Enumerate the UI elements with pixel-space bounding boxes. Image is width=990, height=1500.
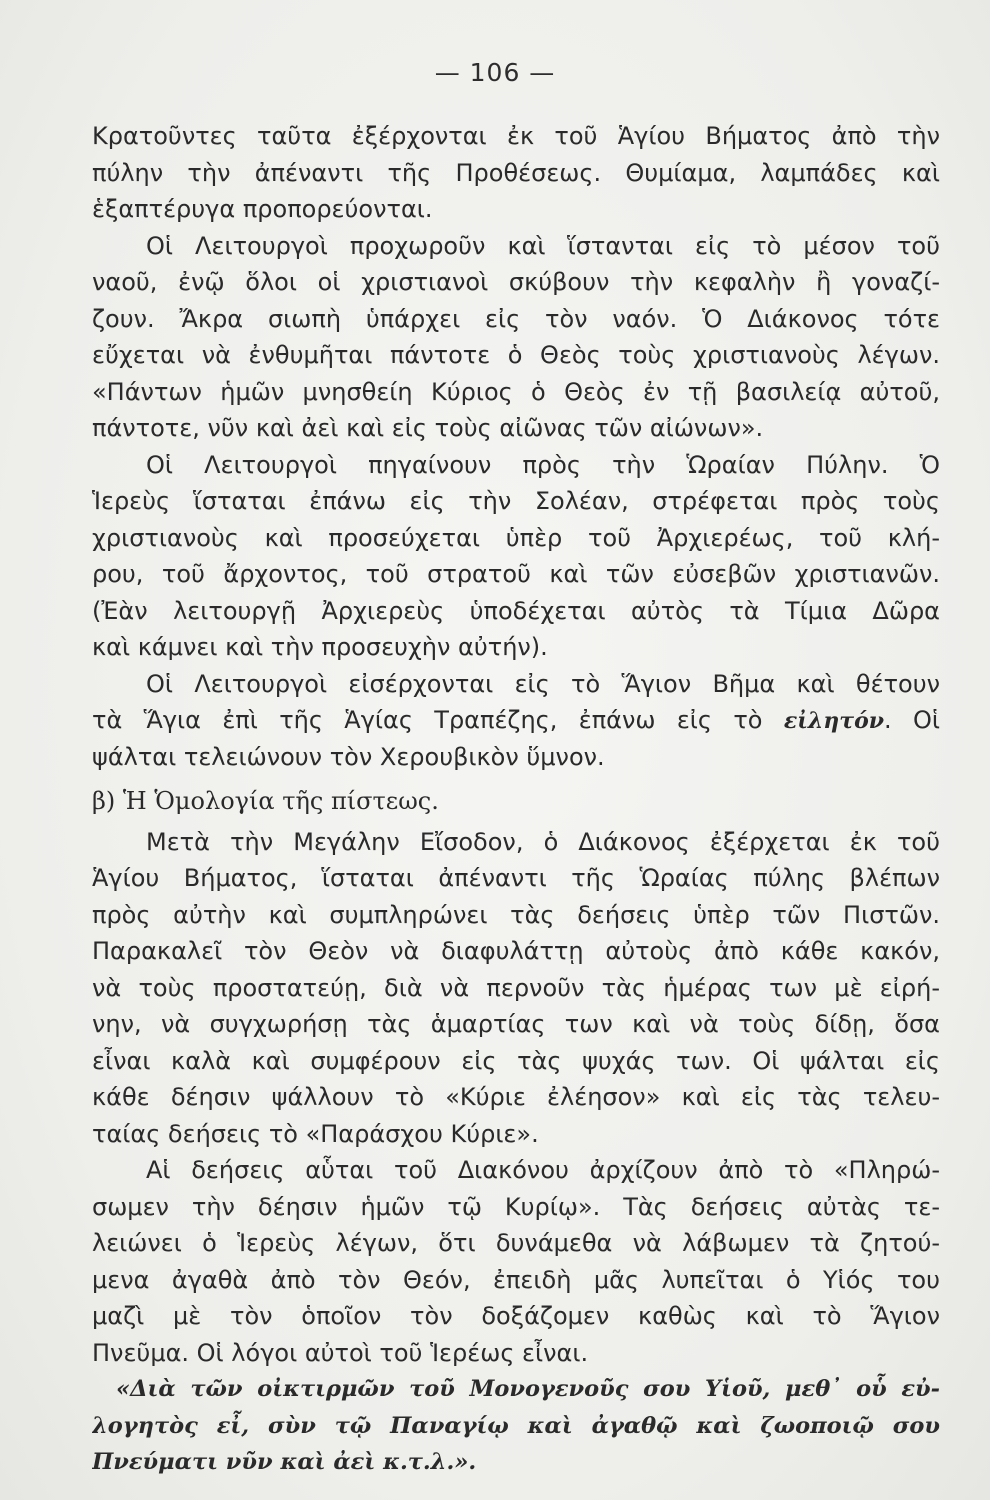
text-fragment: . Οἱ — [884, 706, 940, 734]
quotation-line: λογητὸς εἶ, σὺν τῷ Παναγίῳ καὶ ἀγαθῷ καὶ ζωοποιῷ σου — [92, 1412, 940, 1439]
text-line: μενα ἀγαθὰ ἀπὸ τὸν Θεόν, ἐπειδὴ μᾶς λυπεῖται ὁ Υἱός του — [92, 1265, 940, 1294]
text-line: ρου, τοῦ ἄρχοντος, τοῦ στρατοῦ καὶ τῶν εὐσεβῶν χριστιανῶν. — [92, 560, 940, 588]
text-fragment: τὰ Ἅγια ἐπὶ τῆς Ἁγίας Τραπέζης, ἐπάνω εἰς τὸ — [92, 706, 784, 734]
quotation-line: Πνεύματι νῦν καὶ ἀεὶ κ.τ.λ.». — [92, 1449, 477, 1475]
text-line: Κρατοῦντες ταῦτα ἐξέρχονται ἐκ τοῦ Ἁγίου Βήματος ἀπὸ τὴν — [92, 122, 940, 150]
text-line — [92, 702, 940, 739]
paragraph — [92, 824, 940, 1153]
text-line: Οἱ Λειτουργοὶ εἰσέρχονται εἰς τὸ Ἅγιον Βῆμα καὶ θέτουν — [146, 669, 940, 698]
paragraph — [92, 447, 940, 666]
text-line: Οἱ Λειτουργοὶ πηγαίνουν πρὸς τὴν Ὡραίαν Πύλην. Ὁ — [146, 450, 940, 479]
paragraph — [92, 666, 940, 776]
text-line: πύλην τὴν ἀπέναντι τῆς Προθέσεως. Θυμίαμα, λαμπάδες καὶ — [92, 158, 940, 187]
text-line: ναοῦ, ἐνῷ ὅλοι οἱ χριστιανοὶ σκύβουν τὴν κεφαλὴν ἢ γοναζί- — [92, 268, 940, 296]
text-line: «Πάντων ἡμῶν μνησθείη Κύριος ὁ Θεὸς ἐν τῇ βασιλείᾳ αὐτοῦ, — [92, 377, 940, 406]
text-line: εἶναι καλὰ καὶ συμφέρουν εἰς τὰς ψυχάς των. Οἱ ψάλται εἰς — [92, 1046, 940, 1075]
text-line: καὶ κάμνει καὶ τὴν προσευχὴν αὐτήν). — [92, 633, 548, 661]
text-line: ζουν. Ἄκρα σιωπὴ ὑπάρχει εἰς τὸν ναόν. Ὁ Διάκονος τότε — [92, 304, 940, 333]
body-text — [92, 118, 940, 1481]
text-line: Παρακαλεῖ τὸν Θεὸν νὰ διαφυλάττῃ αὐτοὺς ἀπὸ κάθε κακόν, — [92, 937, 940, 965]
text-line: νὰ τοὺς προστατεύῃ, διὰ νὰ περνοῦν τὰς ἡμέρας των μὲ εἰρή- — [92, 973, 940, 1002]
text-line: πάντοτε, νῦν καὶ ἀεὶ καὶ εἰς τοὺς αἰῶνας τῶν αἰώνων». — [92, 414, 764, 442]
text-line: σωμεν τὴν δέησιν ἡμῶν τῷ Κυρίῳ». Τὰς δεήσεις αὐτὰς τε- — [92, 1192, 940, 1221]
text-line: ψάλται τελειώνουν τὸν Χερουβικὸν ὕμνον. — [92, 742, 605, 771]
text-line: πρὸς αὐτὴν καὶ συμπληρώνει τὰς δεήσεις ὑπὲρ τῶν Πιστῶν. — [92, 900, 940, 929]
prayer-quotation — [92, 1371, 940, 1481]
text-line: κάθε δέησιν ψάλλουν τὸ «Κύριε ἐλέησον» καὶ εἰς τὰς τελευ- — [92, 1083, 940, 1111]
paragraph — [92, 228, 940, 447]
text-line: Ἱερεὺς ἵσταται ἐπάνω εἰς τὴν Σολέαν, στρέφεται πρὸς τοὺς — [92, 487, 940, 515]
text-line: Οἱ Λειτουργοὶ προχωροῦν καὶ ἵστανται εἰς τὸ μέσον τοῦ — [146, 231, 940, 260]
paragraph — [92, 118, 940, 228]
text-line: χριστιανοὺς καὶ προσεύχεται ὑπὲρ τοῦ Ἀρχιερέως, τοῦ κλή- — [92, 523, 940, 552]
text-line: νην, νὰ συγχωρήσῃ τὰς ἁμαρτίας των καὶ νὰ τοὺς δίδῃ, ὅσα — [92, 1010, 940, 1038]
italic-term: εἰλητόν — [783, 708, 885, 734]
text-line: ἑξαπτέρυγα προπορεύονται. — [92, 195, 433, 223]
text-line: (Ἐὰν λειτουργῇ Ἀρχιερεὺς ὑποδέχεται αὐτὸς τὰ Τίμια Δῶρα — [92, 596, 940, 625]
page-number: — 106 — — [434, 58, 556, 87]
paragraph — [92, 1152, 940, 1371]
quotation-line: «Διὰ τῶν οἰκτιρμῶν τοῦ Μονογενοῦς σου Υἱοῦ, μεθ᾽ οὗ εὐ- — [116, 1376, 940, 1402]
text-line: μαζὶ μὲ τὸν ὁποῖον τὸν δοξάζομεν καθὼς καὶ τὸ Ἅγιον — [92, 1302, 940, 1330]
text-line: εὔχεται νὰ ἐνθυμῆται πάντοτε ὁ Θεὸς τοὺς χριστιανοὺς λέγων. — [92, 341, 940, 369]
text-line: ταίας δεήσεις τὸ «Παράσχου Κύριε». — [92, 1119, 539, 1148]
text-line: λειώνει ὁ Ἱερεὺς λέγων, ὅτι δυνάμεθα νὰ λάβωμεν τὰ ζητού- — [92, 1229, 940, 1257]
text-line: Πνεῦμα. Οἱ λόγοι αὐτοὶ τοῦ Ἱερέως εἶναι. — [92, 1338, 589, 1367]
text-line: Αἱ δεήσεις αὗται τοῦ Διακόνου ἀρχίζουν ἀπὸ τὸ «Πληρώ- — [146, 1156, 940, 1184]
section-heading: β) Ἡ Ὁμολογία τῆς πίστεως. — [92, 787, 439, 815]
text-line: Ἁγίου Βήματος, ἵσταται ἀπέναντι τῆς Ὡραίας πύλης βλέπων — [92, 864, 940, 892]
text-line: Μετὰ τὴν Μεγάλην Εἴσοδον, ὁ Διάκονος ἐξέρχεται ἐκ τοῦ — [146, 827, 940, 856]
